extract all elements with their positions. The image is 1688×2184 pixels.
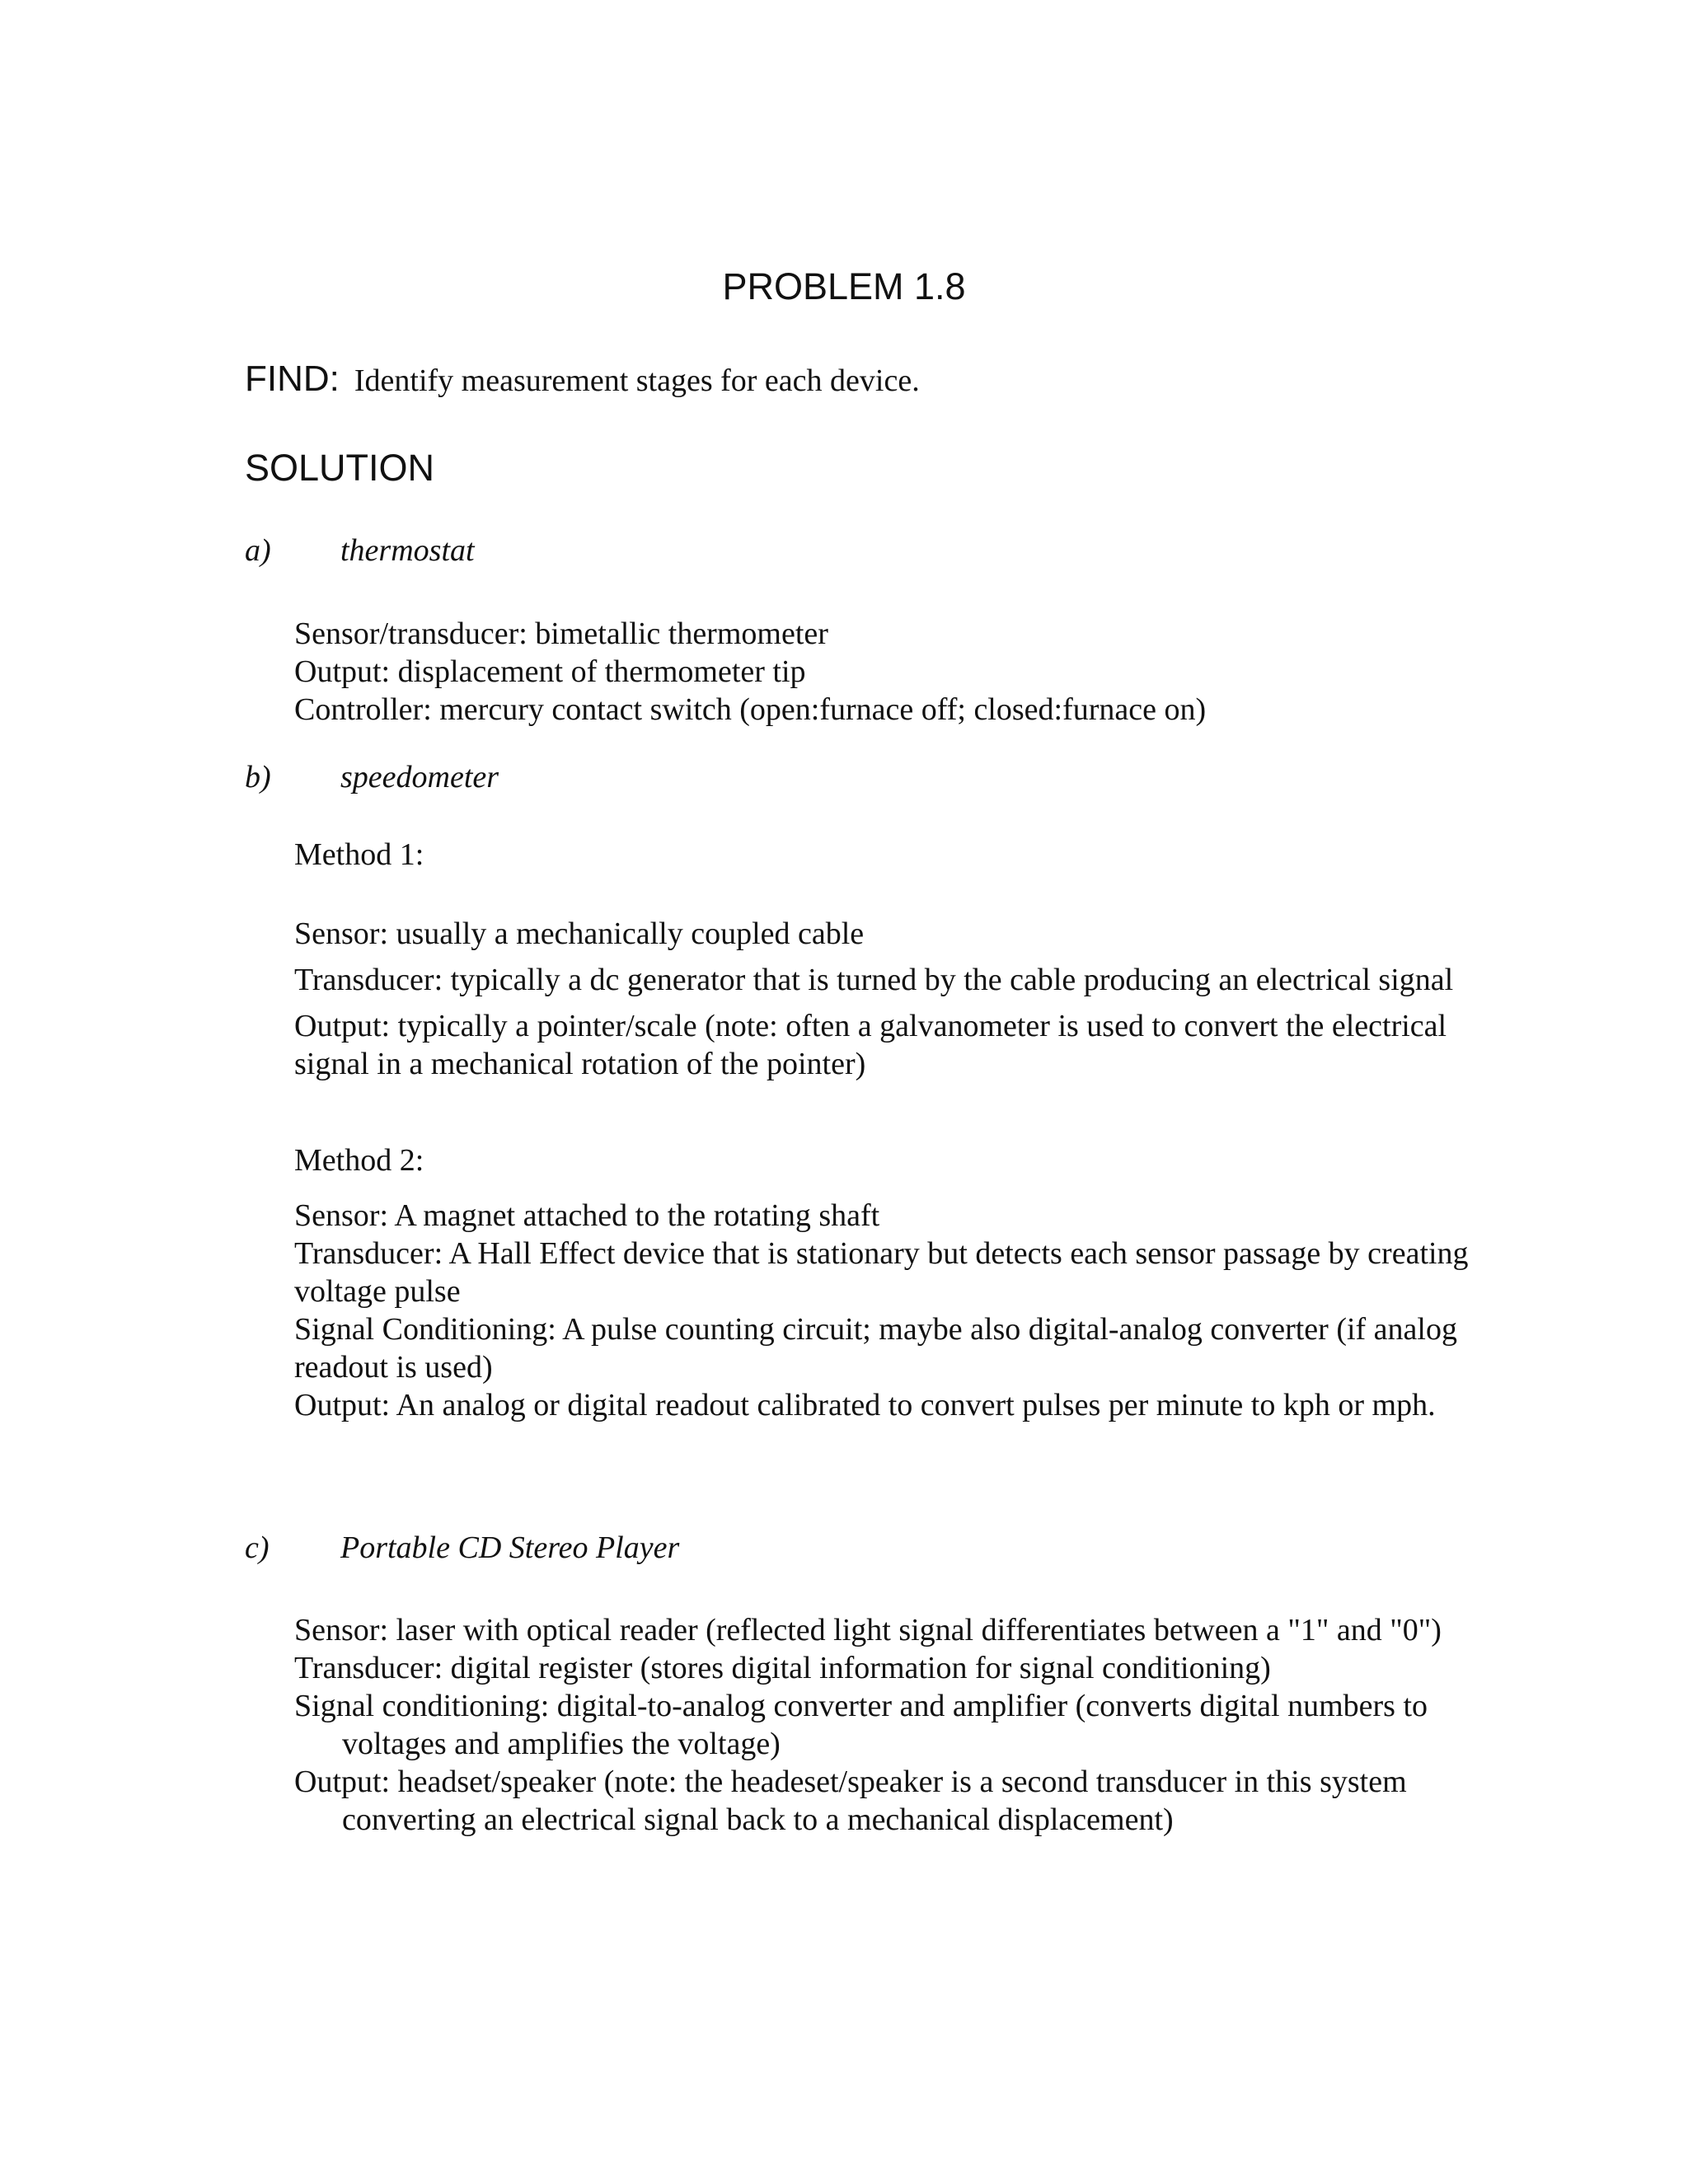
method-1-label: Method 1: — [294, 837, 424, 872]
method-2-line: Output: An analog or digital readout calibrated to convert pulses per minute to kph or mph. — [294, 1388, 1436, 1422]
method-2-line: Sensor: A magnet attached to the rotating shaft — [294, 1198, 880, 1233]
part-c-line: Transducer: digital register (stores digital information for signal conditioning) — [294, 1651, 1271, 1685]
find-statement — [245, 354, 920, 405]
method-2-label: Method 2: — [294, 1143, 424, 1178]
part-c-line: Sensor: laser with optical reader (reflected light signal differentiates between a "1" and "0") — [294, 1613, 1442, 1647]
part-a-heading — [245, 530, 475, 571]
part-c-heading — [245, 1527, 679, 1568]
method-2-line: Signal Conditioning: A pulse counting circuit; maybe also digital-analog converter (if analog readout is used) — [294, 1312, 1457, 1385]
part-a-body — [294, 615, 1481, 729]
part-a-name: thermostat — [340, 533, 475, 568]
part-a-line: Output: displacement of thermometer tip — [294, 654, 806, 689]
part-a-letter: a) — [245, 533, 271, 568]
method-2-body — [294, 1197, 1481, 1424]
method-1-line: Transducer: typically a dc generator that is turned by the cable producing an electrical signal — [294, 963, 1454, 997]
part-c-line: Signal conditioning: digital-to-analog converter and amplifier (converts digital numbers to voltages and amplifies the voltage) — [294, 1689, 1428, 1761]
part-b-name: speedometer — [340, 760, 499, 794]
part-c-letter: c) — [245, 1530, 270, 1565]
part-c-name: Portable CD Stereo Player — [340, 1530, 680, 1565]
find-text: Identify measurement stages for each device. — [354, 363, 920, 398]
method-1-line: Output: typically a pointer/scale (note: often a galvanometer is used to convert the electrical signal in a mechanical rotation of the pointer) — [294, 1009, 1447, 1081]
part-c-line: Output: headset/speaker (note: the headeset/speaker is a second transducer in this system converting an electrical signal back to a mechanical displacement) — [294, 1765, 1407, 1837]
part-a-line: Controller: mercury contact switch (open:furnace off; closed:furnace on) — [294, 692, 1207, 727]
method-1-body — [294, 915, 1481, 1083]
method-1-line: Sensor: usually a mechanically coupled cable — [294, 916, 865, 951]
part-b-letter: b) — [245, 760, 271, 794]
method-2-line: Transducer: A Hall Effect device that is stationary but detects each sensor passage by creating voltage pulse — [294, 1236, 1469, 1309]
solution-heading: SOLUTION — [245, 447, 435, 489]
part-c-body — [294, 1611, 1481, 1839]
part-b-heading — [245, 757, 499, 798]
problem-title: PROBLEM 1.8 — [722, 265, 966, 307]
part-a-line: Sensor/transducer: bimetallic thermometer — [294, 616, 828, 651]
find-label: FIND: — [245, 359, 340, 399]
